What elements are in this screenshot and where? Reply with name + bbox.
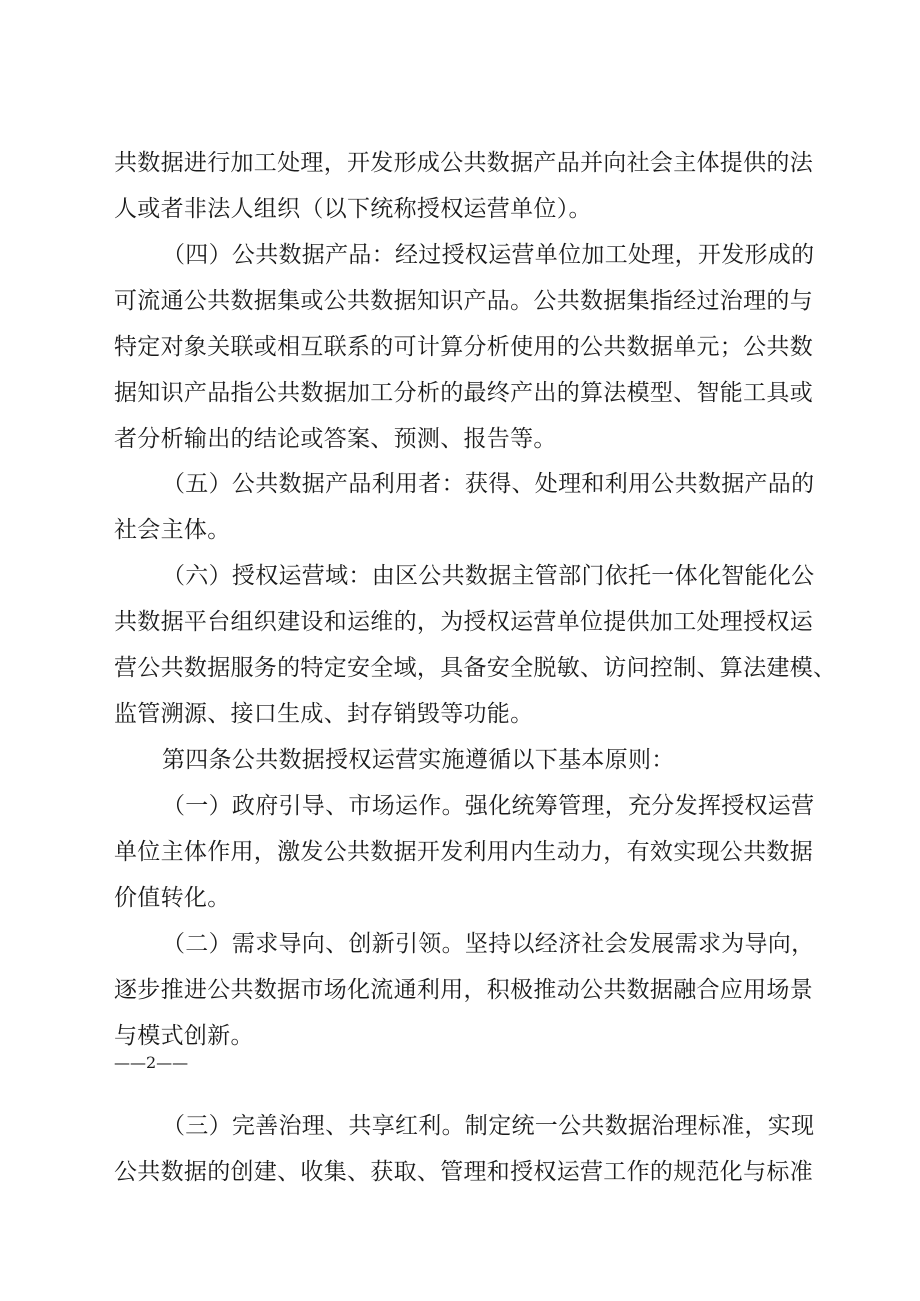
article-heading-line: 第四条公共数据授权运营实施遵循以下基本原则： <box>162 747 675 773</box>
text-line: 单位主体作用，激发公共数据开发利用内生动力，有效实现公共数据 <box>114 839 813 865</box>
text-line: 价值转化。 <box>114 885 231 911</box>
text-line: 特定对象关联或相互联系的可计算分析使用的公共数据单元；公共数 <box>114 334 813 360</box>
page-number: ——2—— <box>114 1053 189 1072</box>
text-line: 人或者非法人组织（以下统称授权运营单位）。 <box>114 196 592 222</box>
text-line: 据知识产品指公共数据加工分析的最终产出的算法模型、智能工具或 <box>114 380 813 406</box>
text-line: 营公共数据服务的特定安全域，具备安全脱敏、访问控制、算法建模、 <box>114 655 837 681</box>
text-line: 与模式创新。 <box>114 1023 254 1049</box>
paragraph-line: （三）完善治理、共享红利。制定统一公共数据治理标准，实现 <box>162 1113 815 1139</box>
text-line: 者分析输出的结论或答案、预测、报告等。 <box>114 426 557 452</box>
text-line: 共数据平台组织建设和运维的，为授权运营单位提供加工处理授权运 <box>114 609 813 635</box>
text-line: 共数据进行加工处理，开发形成公共数据产品并向社会主体提供的法 <box>114 150 813 176</box>
paragraph-line: （五）公共数据产品利用者：获得、处理和利用公共数据产品的 <box>162 471 815 497</box>
text-line: 公共数据的创建、收集、获取、管理和授权运营工作的规范化与标准 <box>114 1159 813 1185</box>
paragraph-line: （六）授权运营域：由区公共数据主管部门依托一体化智能化公 <box>162 563 815 589</box>
paragraph-line: （四）公共数据产品：经过授权运营单位加工处理，开发形成的 <box>162 242 815 268</box>
paragraph-line: （二）需求导向、创新引领。坚持以经济社会发展需求为导向， <box>162 931 815 957</box>
text-line: 逐步推进公共数据市场化流通利用，积极推动公共数据融合应用场景 <box>114 977 813 1003</box>
text-line: 监管溯源、接口生成、封存销毁等功能。 <box>114 701 534 727</box>
text-line: 可流通公共数据集或公共数据知识产品。公共数据集指经过治理的与 <box>114 288 813 314</box>
text-line: 社会主体。 <box>114 517 231 543</box>
paragraph-line: （一）政府引导、市场运作。强化统筹管理，充分发挥授权运营 <box>162 793 815 819</box>
